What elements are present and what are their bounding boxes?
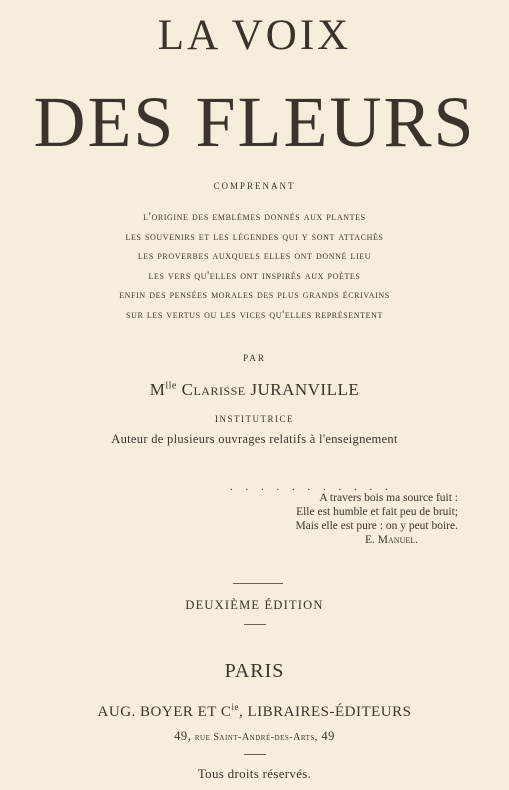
city: PARIS [224,660,285,682]
divider-top [233,583,283,584]
address-number-end: 49 [321,729,335,743]
contents-line-2: les souvenirs et les légendes qui y sont attachés [125,230,384,243]
contents-line-4: les vers qu'elles ont inspirés aux poètes [148,269,361,282]
address-number-start: 49, [174,729,192,743]
epigraph [200,481,458,547]
contents-line-5: enfin des pensées morales des plus grands écrivains [119,289,390,301]
author-description: Auteur de plusieurs ouvrages relatifs à l'enseignement [111,432,398,446]
epigraph-attribution: E. Manuel. [365,534,418,546]
title-line-1: LA VOIX [157,12,352,59]
epigraph-line-3: Mais elle est pure : on y peut boire. [295,520,458,532]
address-street: rue Saint-André-des-Arts, [194,732,318,743]
epigraph-dots: . . . . . . . . . . . [230,481,393,493]
publisher-name: AUG. BOYER ET C [97,704,232,720]
author-title: INSTITUTRICE [215,414,294,424]
author-honorific-sup: lle [165,380,177,392]
publisher [0,702,509,721]
divider-bottom [244,624,266,625]
author-first-name: Clarisse [181,380,246,399]
by-label: PAR [243,353,266,363]
divider-rights [244,754,266,755]
contents-list [0,208,509,325]
rights: Tous droits réservés. [197,766,312,781]
epigraph-line-1: A travers bois ma source fuit : [319,492,458,504]
contents-line-6: sur les vertus ou les vices qu'elles représentent [126,308,383,321]
contents-line-1: l'origine des emblèmes donnés aux plantes [143,211,366,223]
author-last-name: JURANVILLE [250,380,360,399]
publisher-name-sup: ie [231,702,239,712]
edition: DEUXIÈME ÉDITION [185,598,324,612]
publisher-rest: , LIBRAIRES-ÉDITEURS [238,704,412,720]
contents-line-3: les proverbes auxquels elles ont donné lieu [137,250,372,262]
title-line-2: DES FLEURS [33,82,476,162]
epigraph-line-2: Elle est humble et fait peu de bruit; [296,506,458,518]
subtitle-intro: COMPRENANT [213,181,296,191]
author-honorific: M [149,380,166,399]
address [0,729,509,744]
author-name [0,380,509,400]
